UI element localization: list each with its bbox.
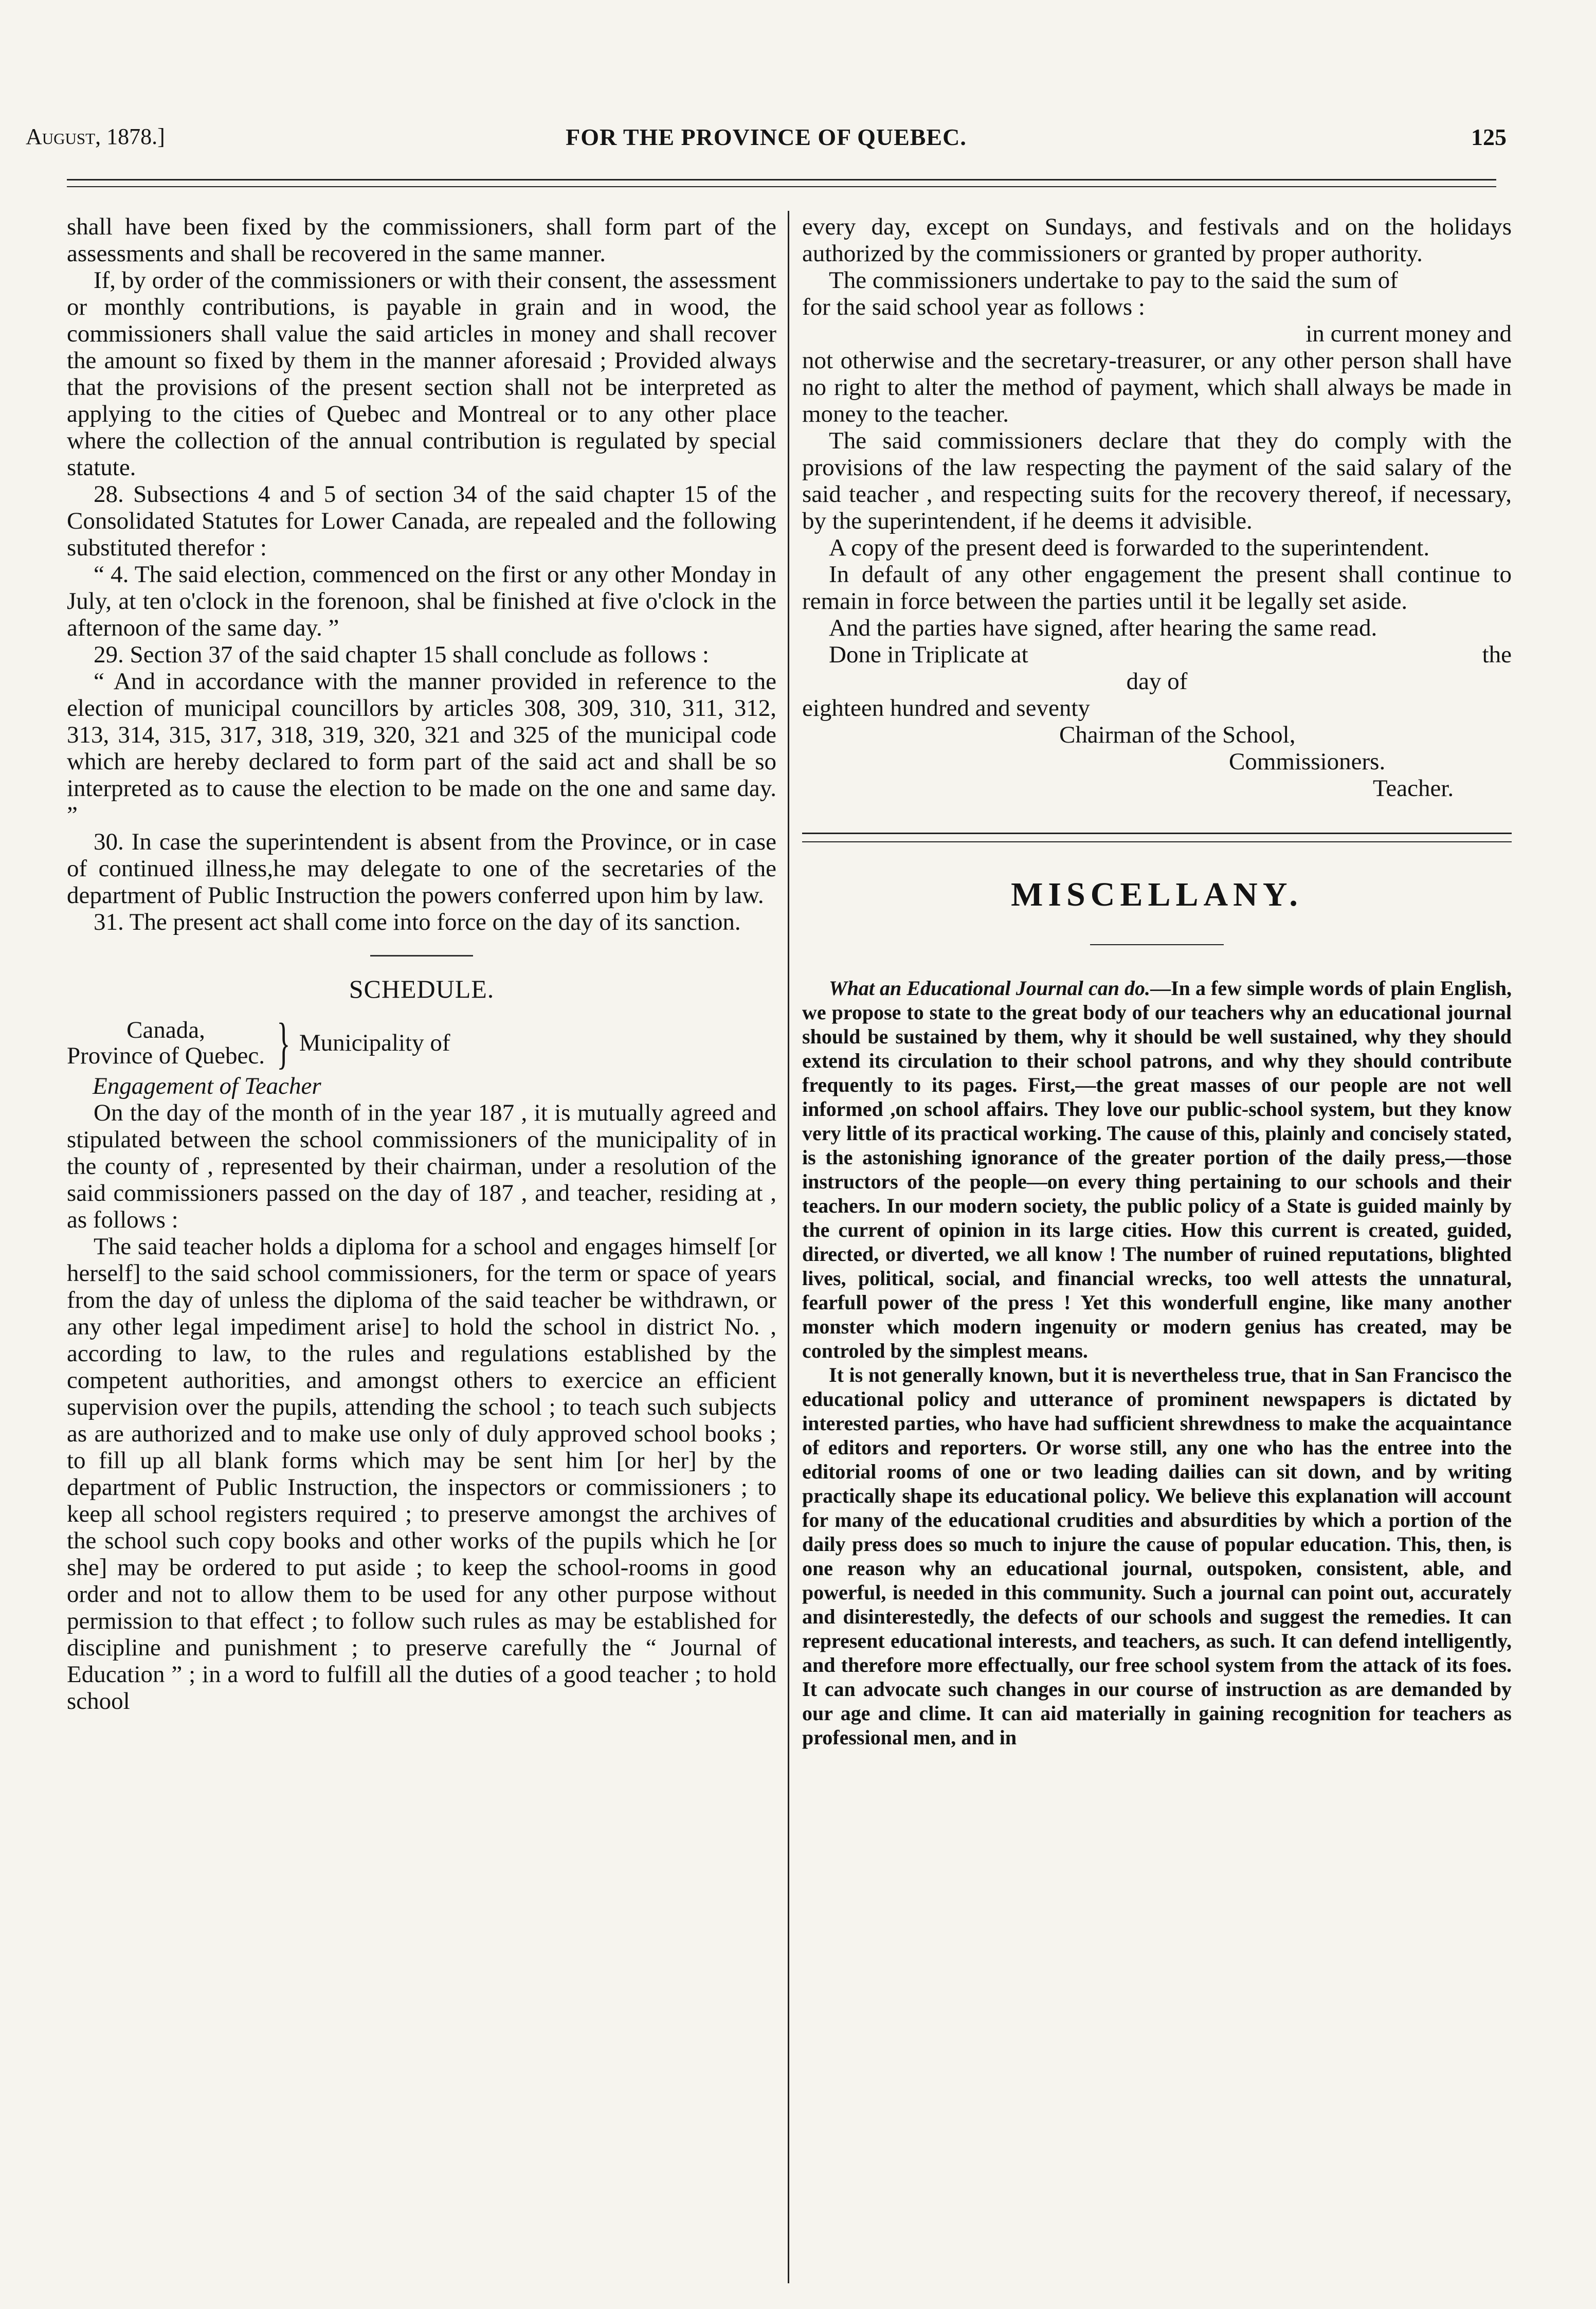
deed-text xyxy=(802,213,1512,802)
issue-date: August, 1878.] xyxy=(26,124,165,149)
right-column xyxy=(802,213,1512,1749)
paragraph: “ And in accordance with the manner provided in reference to the election of municipal councillors by articles 308, 309, 310, 311, 312, 313, 314, 315, 317, 318, 319, 320, 321 and 325 of the municipal code which are hereby declared to form part of the said act and shall be so interpreted as to cause the election to be made on the one and same day. ” xyxy=(67,668,776,828)
province-label: Province of Quebec. xyxy=(67,1042,265,1069)
day-of-line: day of xyxy=(1126,668,1188,695)
done-line xyxy=(802,641,1512,668)
brace-icon: } xyxy=(277,1012,291,1074)
paragraph: every day, except on Sundays, and festivals and on the holidays authorized by the commissioners or granted by proper authority. xyxy=(802,213,1512,267)
paragraph: And the parties have signed, after hearing the same read. xyxy=(829,615,1377,641)
done-in-triplicate: Done in Triplicate at xyxy=(829,641,1028,668)
paragraph: It is not generally known, but it is nevertheless true, that in San Francisco the educational policy and utterance of prominent newspapers is dictated by interested parties, who have had sufficient shrewdness to make the acquaintance of editors and reporters. Or worse still, any one who has the entree into the editorial rooms of one or two leading dailies can sit down, and by writing practically shape its educational policy. We believe this explanation will account for many of the educational crudities and absurdities by which a portion of the daily press does so much to injure the cause of popular education. This, then, is one reason why an educational journal, outspoken, consistent, able, and powerful, is needed in this community. Such a journal can point out, accurately and disinterestedly, the defects of our schools and suggest the remedies. It can represent educational interests, and teachers, as such. It can defend intelligently, and therefore more effectually, our free school system from the attack of its foes. It can advocate such changes in our course of instruction as are demanded by our age and clime. It can aid materially in gaining recognition for teachers as professional men, and in xyxy=(802,1363,1512,1749)
running-header xyxy=(26,123,1507,165)
paragraph xyxy=(802,976,1512,1363)
jurisdiction-names xyxy=(67,1017,268,1069)
section-rule xyxy=(802,833,1512,834)
article-lead: What an Educational Journal can do. xyxy=(829,977,1151,1000)
paragraph: “ 4. The said election, commenced on the first or any other Monday in July, at ten o'clock in the forenoon, shal be finished at five o'clock in the afternoon of the same day. ” xyxy=(67,561,776,641)
paragraph: not otherwise and the secretary-treasurer, or any other person shall have no right to alter the method of payment, which shall always be made in money to the teacher. xyxy=(802,347,1512,427)
header-rule xyxy=(67,186,1496,187)
paragraph: The said commissioners declare that they do comply with the provisions of the law respecting the payment of the said salary of the said teacher , and respecting suits for the recovery thereof, if necessary, by the superintendent, if he deems it advisible. xyxy=(802,427,1512,534)
section-28: 28. Subsections 4 and 5 of section 34 of the said chapter 15 of the Consolidated Statutes for Lower Canada, are repealed and the following substituted therefor : xyxy=(67,481,776,561)
journal-title: FOR THE PROVINCE OF QUEBEC. xyxy=(566,124,967,150)
section-rule xyxy=(1090,944,1224,945)
chairman-line: Chairman of the School, xyxy=(1059,721,1296,748)
section-29: 29. Section 37 of the said chapter 15 shall conclude as follows : xyxy=(94,641,709,668)
header-rule xyxy=(67,179,1496,181)
section-30: 30. In case the superintendent is absent from the Province, or in case of continued illness,he may delegate to one of the secretaries of the department of Public Instruction the powers conferred upon him by law. xyxy=(67,828,776,909)
article-body: —In a few simple words of plain English, we propose to state to the great body of our teachers why an educational journal should be sustained by them, why it should be well sustained, why they should extend its circulation to their school patrons, and why they should contribute frequently to its pages. First,—the great masses of our people are not well informed ,on school affairs. They love our public-school system, but they know very little of its practical working. The cause of this, plainly and concisely stated, is the astonishing ignorance of the greater portion of the daily press,—those instructors of the people—on every thing pertaining to our schools and their teachers. In our modern society, the public policy of a State is guided mainly by the current of opinion in its large cities. How this current is created, guided, directed, or diverted, we all know ! The number of ruined reputations, blighted lives, political, social, and financial wrecks, too well attests the unnatural, fearfull power of the press ! Yet this wonderfull engine, like many another monster which modern ingenuity or modern genius has created, may be controled by the simplest means. xyxy=(802,977,1512,1362)
jurisdiction-block xyxy=(67,1012,776,1074)
paragraph: On the day of the month of in the year 187 , it is mutually agreed and stipulated between the school commissioners of the municipality of in the county of , represented by their chairman, under a resolution of the said commissioners passed on the day of 187 , and teacher, residing at , as follows : xyxy=(67,1099,776,1233)
miscellany-text xyxy=(802,976,1512,1749)
section-rule xyxy=(370,955,473,957)
schedule-text xyxy=(67,1099,776,1715)
paragraph: A copy of the present deed is forwarded to the superintendent. xyxy=(829,534,1430,561)
commissioners-line: Commissioners. xyxy=(1229,748,1386,775)
section-31: 31. The present act shall come into force on the day of its sanction. xyxy=(94,909,741,935)
paragraph: In default of any other engagement the present shall continue to remain in force between the parties until it be legally set aside. xyxy=(802,561,1512,615)
section-rule xyxy=(802,841,1512,842)
paragraph: The commissioners undertake to pay to the said the sum of xyxy=(829,267,1398,294)
engagement-heading: Engagement of Teacher xyxy=(93,1073,321,1099)
canada-label: Canada, xyxy=(126,1017,205,1043)
teacher-line: Teacher. xyxy=(1373,775,1454,802)
municipality-label: Municipality of xyxy=(299,1030,450,1056)
paragraph: If, by order of the commissioners or with their consent, the assessment or monthly contributions, is payable in grain and in wood, the commissioners shall value the said articles in money and shall recover the amount so fixed by them in the manner aforesaid ; Provided always that the provisions of the present section shall not be interpreted as applying to the cities of Quebec and Montreal or to any other place where the collection of the annual contribution is regulated by special statute. xyxy=(67,267,776,481)
miscellany-rules xyxy=(802,833,1512,842)
schedule-title: SCHEDULE. xyxy=(349,975,495,1003)
paragraph: The said teacher holds a diploma for a school and engages himself [or herself] to the said school commissioners, for the term or space of years from the day of unless the diploma of the said teacher be withdrawn, or any other legal impediment arise] to hold the school in district No. , according to law, to the rules and regulations established by the competent authorities, and amongst others to exercice an efficient supervision over the pupils, attending the school ; to teach such subjects as are authorized and to make use only of duly approved school books ; to fill up all blank forms which may be sent him [or her] by the department of Public Instruction, the inspectors or commissioners ; to keep all school registers required ; to preserve amongst the archives of the school such copy books and other works of the pupils which he [or she] may be ordered to put aside ; to keep the school-rooms in good order and not to allow them to be used for any other purpose without permission to that effect ; to follow such rules as may be established for discipline and punishment ; to preserve carefully the “ Journal of Education ” ; in a word to fulfill all the duties of a good teacher ; to hold school xyxy=(67,1233,776,1715)
paragraph: for the said school year as follows : xyxy=(802,294,1145,320)
paragraph: in current money and xyxy=(1305,320,1512,347)
page-number: 125 xyxy=(1471,124,1507,150)
the-label: the xyxy=(1482,641,1512,668)
column-divider xyxy=(788,211,789,2283)
miscellany-title: MISCELLANY. xyxy=(1011,876,1303,913)
eighteen-line: eighteen hundred and seventy xyxy=(802,695,1090,721)
left-column xyxy=(67,213,776,1715)
act-text xyxy=(67,213,776,935)
paragraph: shall have been fixed by the commissioners, shall form part of the assessments and shall be recovered in the same manner. xyxy=(67,213,776,267)
